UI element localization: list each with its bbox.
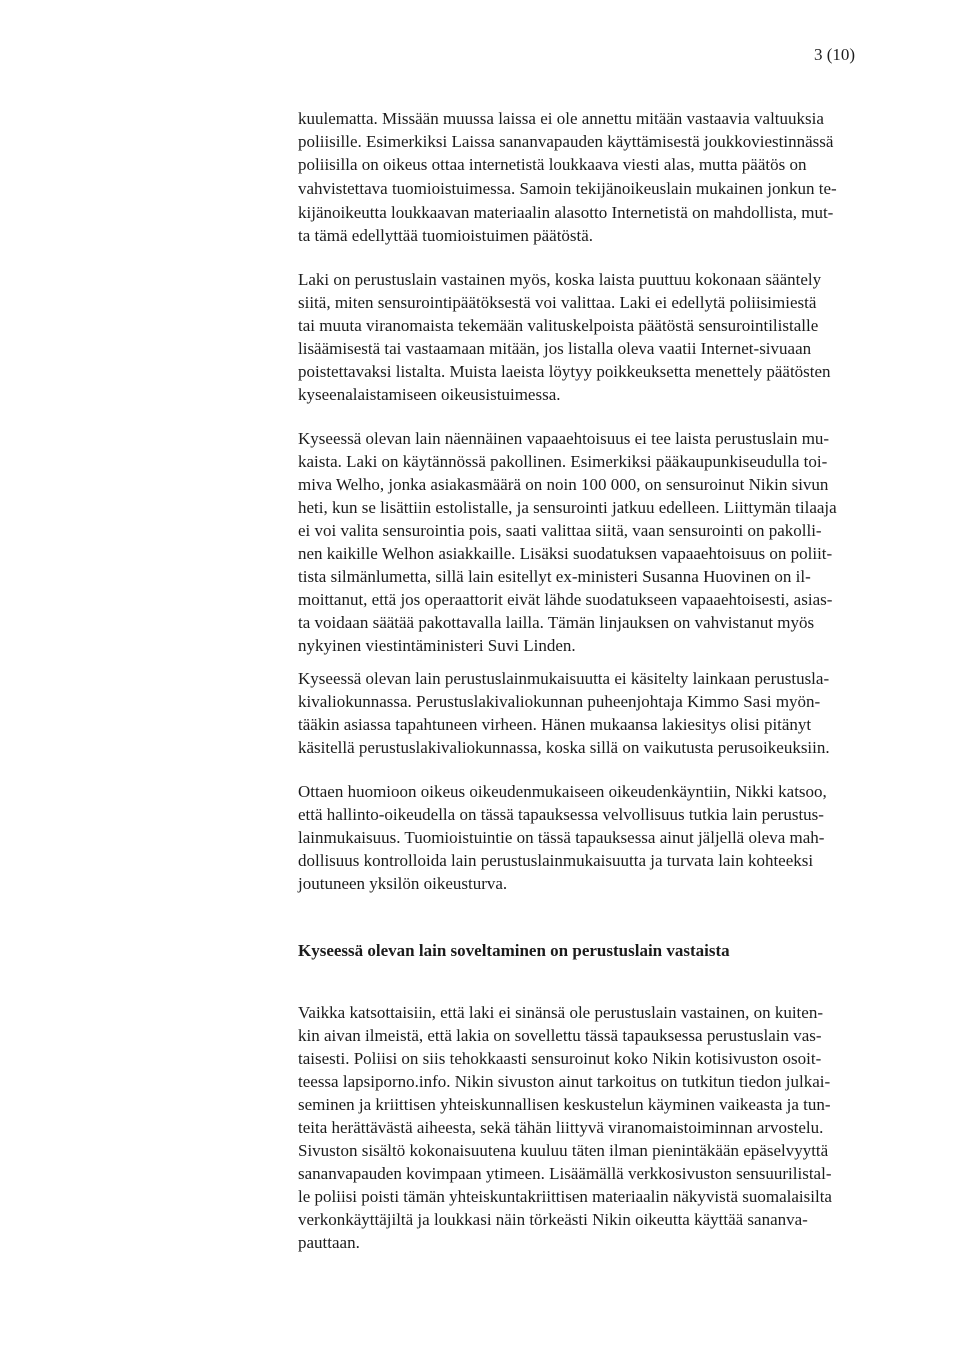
- paragraph-line: heti, kun se lisättiin estolistalle, ja sensurointi jatkuu edelleen. Liittymän tilaaja: [298, 498, 837, 517]
- page-number: 3 (10): [814, 45, 856, 64]
- paragraph-line: teessa lapsiporno.info. Nikin sivuston ainut tarkoitus on tutkitun tiedon julkai-: [298, 1072, 831, 1091]
- paragraph-line: Ottaen huomioon oikeus oikeudenmukaiseen oikeudenkäyntiin, Nikki katsoo,: [298, 782, 827, 801]
- paragraph-line: poistettavaksi listalta. Muista laeista löytyy poikkeuksetta menettely päätösten: [298, 362, 831, 381]
- paragraph-line: Kyseessä olevan lain perustuslainmukaisuutta ei käsitelty lainkaan perustusla-: [298, 669, 830, 688]
- paragraph-line: ei voi valita sensurointia pois, saati valittaa siitä, vaan sensurointi on pakolli-: [298, 521, 822, 540]
- paragraph-line: joutuneen yksilön oikeusturva.: [298, 874, 508, 893]
- paragraph-line: siitä, miten sensurointipäätöksestä voi valittaa. Laki ei edellytä poliisimiestä: [298, 293, 817, 312]
- paragraph-line: miva Welho, jonka asiakasmäärä on noin 100 000, on sensuroinut Nikin sivun: [298, 475, 829, 494]
- paragraph-line: dollisuus kontrolloida lain perustuslainmukaisuutta ja turvata lain kohteeksi: [298, 851, 814, 870]
- paragraph-line: kivaliokunnassa. Perustuslakivaliokunnan puheenjohtaja Kimmo Sasi myön-: [298, 692, 821, 711]
- paragraph-line: moittanut, että jos operaattorit eivät lähde suodatukseen vapaaehtoisesti, asias-: [298, 590, 833, 609]
- section-heading: Kyseessä olevan lain soveltaminen on perustuslain vastaista: [298, 941, 730, 960]
- paragraph-line: pauttaan.: [298, 1233, 360, 1252]
- paragraph-line: kuulematta. Missään muussa laissa ei ole annettu mitään vastaavia valtuuksia: [298, 109, 824, 128]
- paragraph-line: käsitellä perustuslakivaliokunnassa, koska sillä on vaikutusta perusoikeuksiin.: [298, 738, 830, 757]
- paragraph-line: nen kaikille Welhon asiakkaille. Lisäksi suodatuksen vapaaehtoisuus on poliit-: [298, 544, 833, 563]
- paragraph-line: että hallinto-oikeudella on tässä tapauksessa velvollisuus tutkia lain perustus-: [298, 805, 824, 824]
- paragraph-line: vahvistettava tuomioistuimessa. Samoin tekijänoikeuslain mukainen jonkun te-: [298, 179, 837, 198]
- paragraph-line: taisesti. Poliisi on siis tehokkaasti sensuroinut koko Nikin kotisivuston osoit-: [298, 1049, 822, 1068]
- paragraph-line: Laki on perustuslain vastainen myös, koska laista puuttuu kokonaan sääntely: [298, 270, 822, 289]
- paragraph-line: Vaikka katsottaisiin, että laki ei sinänsä ole perustuslain vastainen, on kuiten-: [298, 1003, 823, 1022]
- paragraph-line: kaista. Laki on käytännössä pakollinen. Esimerkiksi pääkaupunkiseudulla toi-: [298, 452, 828, 471]
- paragraph-line: teita herättävästä aiheesta, sekä tähän liittyvä viranomaistoiminnan arvostelu.: [298, 1118, 824, 1137]
- paragraph-line: lainmukaisuus. Tuomioistuintie on tässä tapauksessa ainut jäljellä oleva mah-: [298, 828, 825, 847]
- paragraph-line: Sivuston sisältö kokonaisuutena kuuluu täten ilman pienintäkään epäselvyyttä: [298, 1141, 829, 1160]
- paragraph-line: sananvapauden kovimpaan ytimeen. Lisäämällä verkkosivuston sensuurilistal-: [298, 1164, 832, 1183]
- paragraph-line: kyseenalaistamiseen oikeusistuimessa.: [298, 385, 561, 404]
- paragraph-line: tista silmänlumetta, sillä lain esitellyt ex-ministeri Susanna Huovinen on il-: [298, 567, 811, 586]
- paragraph-line: le poliisi poisti tämän yhteiskuntakriittisen materiaalin näkyvistä suomalaisilta: [298, 1187, 832, 1206]
- paragraph-line: poliisille. Esimerkiksi Laissa sananvapauden käyttämisestä joukkoviestinnässä: [298, 132, 834, 151]
- paragraph-line: kijänoikeutta loukkaavan materiaalin alasotto Internetistä on mahdollista, mut-: [298, 203, 834, 222]
- paragraph-line: kin aivan ilmeistä, että lakia on sovellettu tässä tapauksessa perustuslain vas-: [298, 1026, 822, 1045]
- paragraph-line: lisäämisestä tai vastaamaan mitään, jos listalla oleva vaatii Internet-sivuaan: [298, 339, 812, 358]
- paragraph-line: ta voidaan säätää pakottavalla lailla. Tämän linjauksen on vahvistanut myös: [298, 613, 815, 632]
- paragraph-line: verkonkäyttäjiltä ja loukkasi näin törkeästi Nikin oikeutta käyttää sananva-: [298, 1210, 808, 1229]
- paragraph-line: seminen ja kriittisen yhteiskunnallisen keskustelun käyminen vaikeasta ja tun-: [298, 1095, 831, 1114]
- paragraph-line: tai muuta viranomaista tekemään valituskelpoista päätöstä sensurointilistalle: [298, 316, 819, 335]
- paragraph-line: poliisilla on oikeus ottaa internetistä loukkaava viesti alas, mutta päätös on: [298, 155, 807, 174]
- paragraph-line: Kyseessä olevan lain näennäinen vapaaehtoisuus ei tee laista perustuslain mu-: [298, 429, 830, 448]
- paragraph-line: nykyinen viestintäministeri Suvi Linden.: [298, 636, 576, 655]
- paragraph-line: tääkin asiassa tapahtuneen virheen. Hänen mukaansa lakiesitys olisi pitänyt: [298, 715, 812, 734]
- paragraph-line: ta tämä edellyttää tuomioistuimen päätöstä.: [298, 226, 594, 245]
